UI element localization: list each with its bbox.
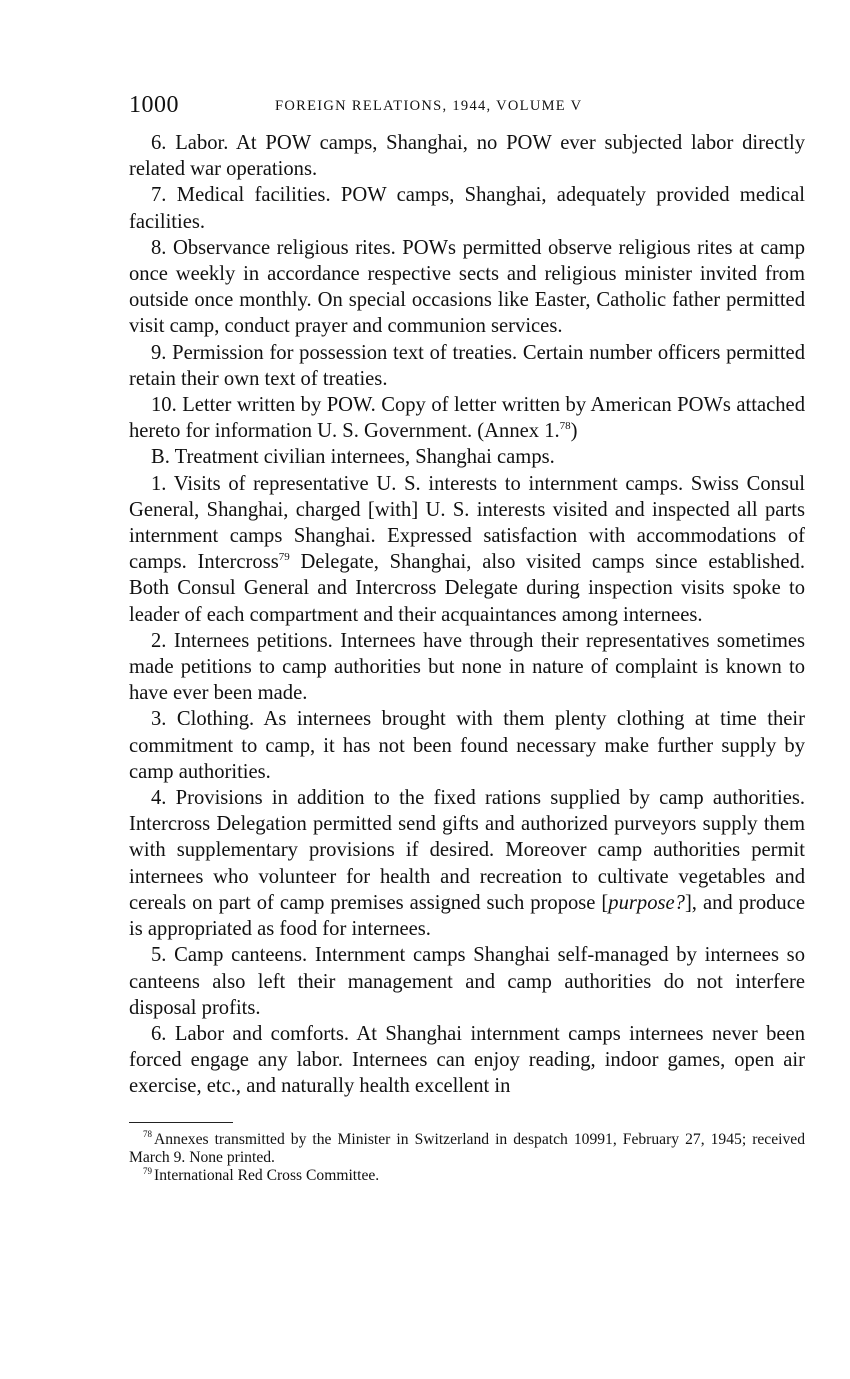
paragraph-text: ) bbox=[570, 420, 578, 443]
page-number: 1000 bbox=[129, 92, 179, 118]
paragraph-letter-by-pow bbox=[129, 392, 805, 444]
paragraph-canteens: 5. Camp canteens. Internment camps Shanghai self-managed by internees so canteens also left their management and camp authorities do not interfere disposal profits. bbox=[129, 944, 805, 1019]
footnote-79 bbox=[129, 1167, 805, 1185]
footnote-text: International Red Cross Committee. bbox=[154, 1167, 380, 1185]
paragraph-provisions bbox=[129, 785, 805, 942]
paragraph-religious-rites: 8. Observance religious rites. POWs permitted observe religious rites at camp once weekly in accordance respective sects and religious minister invited from outside once monthly. On special occasions like Easter, Catholic father permitted visit camp, conduct prayer and communion services. bbox=[129, 236, 805, 338]
footnote-78 bbox=[129, 1131, 805, 1168]
paragraph-petitions: 2. Internees petitions. Internees have through their representatives sometimes made petitions to camp authorities but none in nature of complaint is known to have ever been made. bbox=[129, 629, 805, 705]
paragraph-italic-text: purpose? bbox=[608, 891, 685, 914]
paragraph-text: 1. Visits of representative U. S. interests to internment camps. Swiss Consul General, Shanghai, charged [with] U. S. interests visited and inspected all parts internment camps Shanghai. Expressed satisfaction with accommodations of camps. Intercross bbox=[129, 472, 805, 574]
paragraph-medical-facilities: 7. Medical facilities. POW camps, Shanghai, adequately provided medical facilities. bbox=[129, 184, 805, 233]
footnote-reference: 79 bbox=[278, 551, 290, 564]
paragraph-clothing: 3. Clothing. As internees brought with them plenty clothing at time their commitment to camp, it has not been found necessary make further supply by camp authorities. bbox=[129, 708, 805, 783]
paragraph-labor-comforts: 6. Labor and comforts. At Shanghai internment camps internees never been forced engage any labor. Internees can enjoy reading, indoor games, open air exercise, etc., and naturally health excellent in bbox=[129, 1022, 805, 1098]
running-head: FOREIGN RELATIONS, 1944, VOLUME V bbox=[275, 98, 583, 114]
document-page bbox=[129, 92, 805, 1186]
section-heading-civilian-internees: B. Treatment civilian internees, Shanghai camps. bbox=[151, 446, 555, 469]
footnote-text: Annexes transmitted by the Minister in Switzerland in despatch 10991, February 27, 1945; received March 9. None printed. bbox=[129, 1130, 805, 1166]
footnote-mark: 79 bbox=[143, 1166, 152, 1177]
footnotes bbox=[129, 1131, 805, 1186]
paragraph-pow-labor: 6. Labor. At POW camps, Shanghai, no POW ever subjected labor directly related war operations. bbox=[129, 132, 805, 181]
paragraph-text: Delegate, Shanghai, also visited camps since established. Both Consul General and Intercross Delegate during inspection visits spoke to leader of each compartment and their acquaintances among internees. bbox=[129, 551, 805, 626]
paragraph-text: ], and produce is appropriated as food for internees. bbox=[129, 891, 805, 941]
body-text bbox=[129, 130, 805, 1100]
footnote-mark: 78 bbox=[143, 1129, 152, 1140]
paragraph-visits bbox=[129, 471, 805, 628]
paragraph-text: 10. Letter written by POW. Copy of letter written by American POWs attached hereto for information U. S. Government. (Annex 1. bbox=[129, 394, 805, 443]
paragraph-text: 4. Provisions in addition to the fixed rations supplied by camp authorities. Intercross Delegation permitted send gifts and authorized purveyors supply them with supplementary provisions if desired. Moreover camp authorities permit internees who volunteer for health and recreation to cultivate vegetables and cereals on part of camp premises assigned such propose [ bbox=[129, 787, 805, 914]
paragraph-treaties: 9. Permission for possession text of treaties. Certain number officers permitted retain their own text of treaties. bbox=[129, 341, 805, 390]
page-header bbox=[129, 92, 805, 122]
footnote-divider bbox=[129, 1122, 233, 1123]
footnote-reference: 78 bbox=[559, 420, 571, 433]
